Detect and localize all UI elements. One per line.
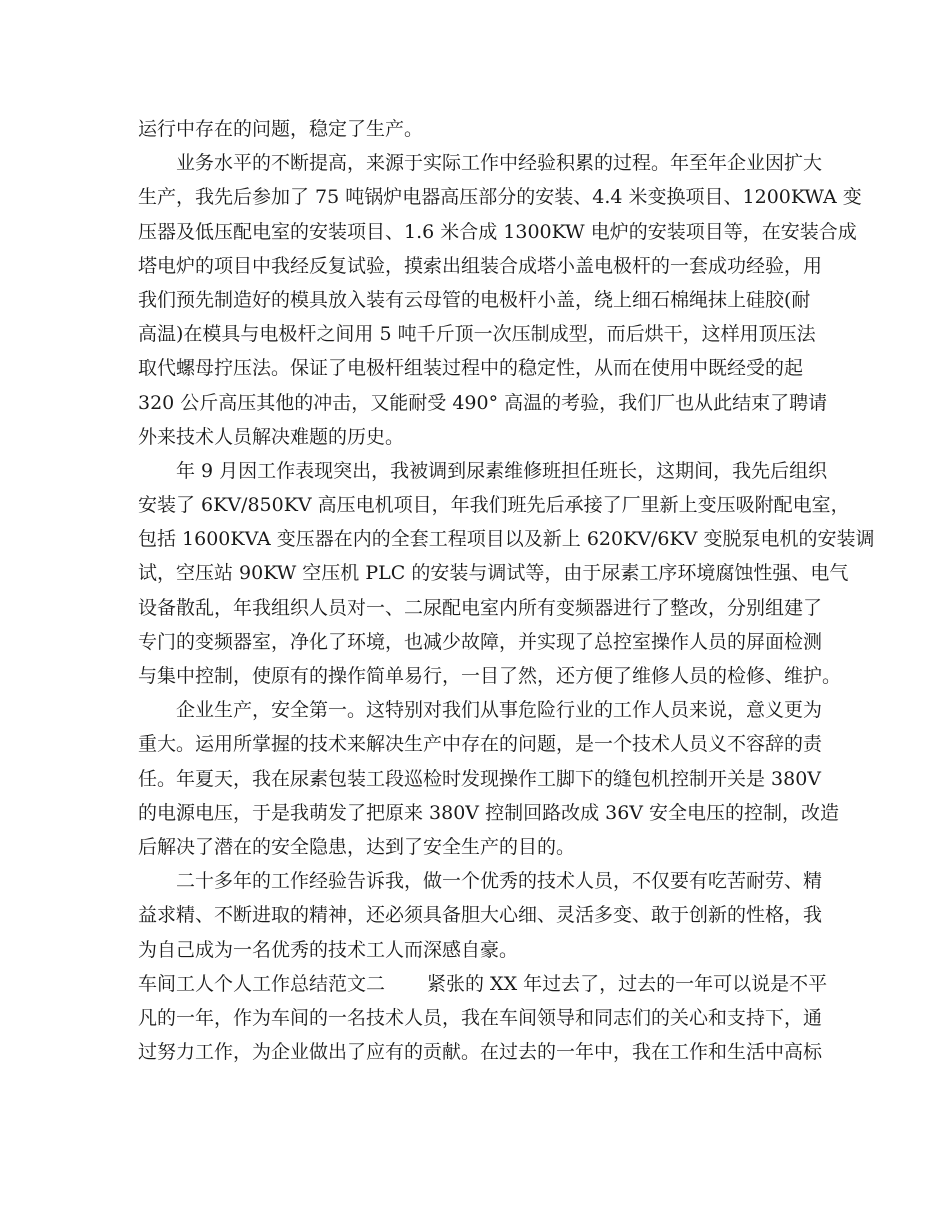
text-line: 专门的变频器室，净化了环境，也减少故障，并实现了总控室操作人员的屏面检测 [138,630,823,653]
text-line: 过努力工作，为企业做出了应有的贡献。在过去的一年中，我在工作和生活中高标 [138,1041,823,1064]
text-line: 压器及低压配电室的安装项目、1.6 米合成 1300KW 电炉的安装项目等，在安装合成 [138,220,857,243]
text-line: 益求精、不断进取的精神，还必须具备胆大心细、灵活多变、敢于创新的性格，我 [138,904,823,927]
text-line: 包括 1600KVA 变压器在内的全套工程项目以及新上 620KV/6KV 变脱泵电机的安装调 [138,528,875,551]
text-line: 运行中存在的问题，稳定了生产。 [138,118,424,140]
paragraph-start-line: 年 9 月因工作表现突出，我被调到尿素维修班担任班长，这期间，我先后组织 [176,459,828,482]
text-line: 高温)在模具与电极杆之间用 5 吨千斤顶一次压制成型，而后烘干，这样用顶压法 [138,323,816,346]
text-line: 凡的一年，作为车间的一名技术人员，我在车间领导和同志们的关心和支持下，通 [138,1006,823,1029]
text-line: 我们预先制造好的模具放入装有云母管的电极杆小盖，绕上细石棉绳抹上硅胶(耐 [138,288,811,311]
text-line: 外来技术人员解决难题的历史。 [138,425,405,448]
text-line: 的电源电压，于是我萌发了把原来 380V 控制回路改成 36V 安全电压的控制，改造 [138,801,840,824]
text-line: 320 公斤高压其他的冲击，又能耐受 490° 高温的考验，我们厂也从此结束了聘请 [138,391,828,414]
section-first-line: 紧张的 XX 年过去了，过去的一年可以说是不平 [427,972,828,995]
text-line: 安装了 6KV/850KV 高压电机项目，年我们班先后承接了厂里新上变压吸附配电室， [138,494,850,517]
text-line: 重大。运用所掌握的技术来解决生产中存在的问题，是一个技术人员义不容辞的责 [138,733,823,756]
paragraph-start-line: 企业生产，安全第一。这特别对我们从事危险行业的工作人员来说，意义更为 [176,699,823,722]
paragraph-start-line: 业务水平的不断提高，来源于实际工作中经验积累的过程。年至年企业因扩大 [176,152,823,175]
section-heading-line [138,967,828,1001]
document-body [138,112,875,1069]
text-line: 任。年夏天，我在尿素包装工段巡检时发现操作工脚下的缝包机控制开关是 380V [138,767,822,790]
text-line: 后解决了潜在的安全隐患，达到了安全生产的目的。 [138,835,576,858]
text-line: 取代螺母拧压法。保证了电极杆组装过程中的稳定性，从而在使用中既经受的起 [138,357,804,380]
text-line: 设备散乱，年我组织人员对一、二尿配电室内所有变频器进行了整改，分别组建了 [138,596,823,619]
text-line: 生产，我先后参加了 75 吨锅炉电器高压部分的安装、4.4 米变换项目、1200KWA 变 [138,186,862,209]
text-line: 试，空压站 90KW 空压机 PLC 的安装与调试等，由于尿素工序环境腐蚀性强、电气 [138,562,849,585]
text-line: 塔电炉的项目中我经反复试验，摸索出组装合成塔小盖电极杆的一套成功经验，用 [138,254,823,277]
paragraph-start-line: 二十多年的工作经验告诉我，做一个优秀的技术人员，不仅要有吃苦耐劳、精 [176,870,823,893]
section-heading: 车间工人个人工作总结范文二 [138,972,386,995]
text-line: 为自己成为一名优秀的技术工人而深感自豪。 [138,938,519,961]
text-line: 与集中控制，使原有的操作简单易行，一目了然，还方便了维修人员的检修、维护。 [138,665,842,687]
